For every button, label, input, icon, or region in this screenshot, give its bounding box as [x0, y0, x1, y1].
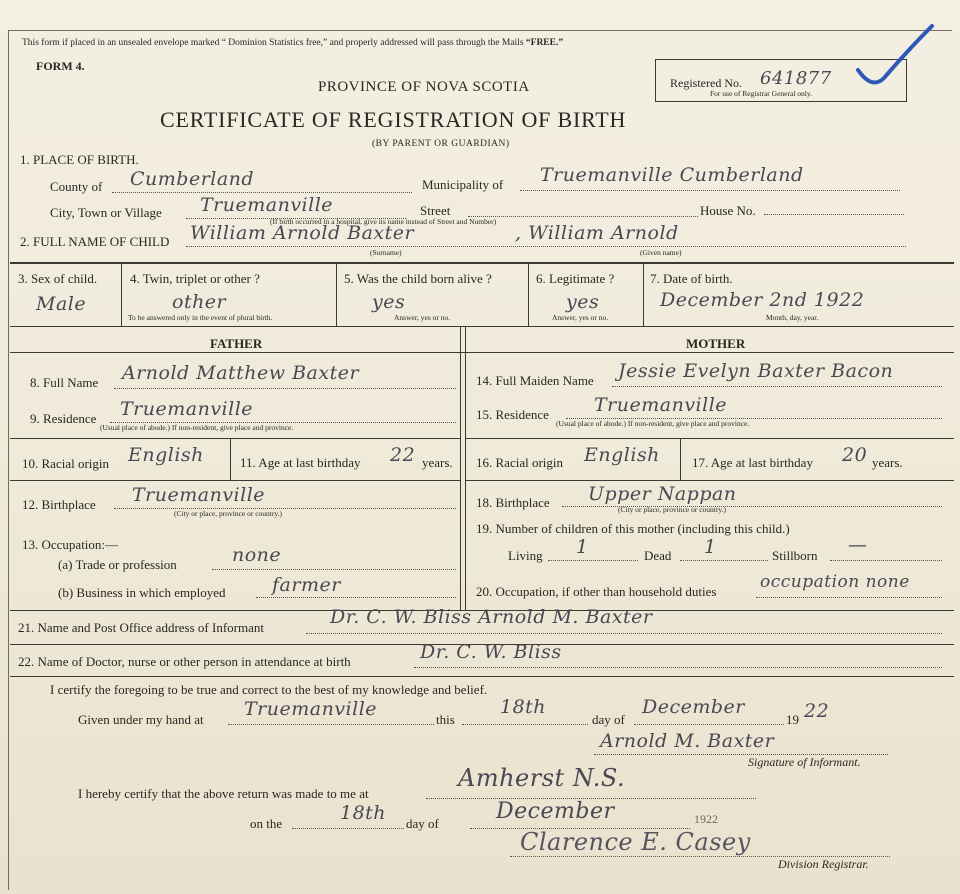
day-value: 18th [500, 696, 547, 718]
dead-line [680, 560, 768, 561]
father-occupation-label: 13. Occupation:— [22, 537, 119, 552]
reg-month-value: December [496, 799, 615, 824]
month-line [634, 724, 784, 725]
doctor-label: 22. Name of Doctor, nurse or other person in attendance at birth [18, 654, 351, 669]
father-birthplace-value: Truemanville [132, 484, 266, 506]
father-birthplace-line [114, 508, 456, 509]
form-number: FORM 4. [36, 59, 85, 73]
mother-racial-label: 16. Racial origin [476, 455, 564, 470]
municipality-label: Municipality of [422, 177, 504, 192]
mother-residence-value: Truemanville [594, 394, 728, 416]
legit-value: yes [566, 291, 600, 313]
mother-years-label: years. [872, 455, 903, 470]
father-residence-value: Truemanville [120, 398, 254, 420]
father-age-divider [230, 438, 231, 480]
day-of-label: day of [592, 712, 625, 727]
mother-occupation-value: occupation none [760, 572, 910, 592]
county-label: County of [50, 179, 103, 194]
reg-day-of-label: day of [406, 816, 439, 831]
legit-label: 6. Legitimate ? [536, 271, 615, 286]
father-trade-label: (a) Trade or profession [58, 557, 177, 572]
municipality-value: Truemanville Cumberland [540, 164, 804, 186]
twin-label: 4. Twin, triplet or other ? [130, 271, 260, 286]
signature-caption: Signature of Informant. [748, 755, 861, 769]
certificate-subtitle: (BY PARENT OR GUARDIAN) [372, 139, 510, 149]
informant-value: Dr. C. W. Bliss Arnold M. Baxter [330, 606, 653, 628]
day-line [462, 724, 588, 725]
this-label: this [436, 712, 455, 727]
father-business-value: farmer [272, 574, 341, 596]
doctor-value: Dr. C. W. Bliss [420, 641, 562, 663]
mother-age-label: 17. Age at last birthday [692, 455, 813, 470]
dead-label: Dead [644, 548, 672, 563]
father-years-label: years. [422, 455, 453, 470]
city-value: Truemanville [200, 194, 334, 216]
registered-label: Registered No. [670, 76, 742, 90]
living-label: Living [508, 548, 543, 563]
child-name-line [186, 246, 906, 247]
father-row-rule-1 [10, 438, 460, 439]
row3-top-rule [10, 262, 954, 264]
father-racial-value: English [128, 444, 204, 466]
informant-label: 21. Name and Post Office address of Informant [18, 620, 264, 635]
top-rule [8, 30, 952, 31]
mother-age-divider [680, 438, 681, 480]
doctor-line [414, 667, 942, 668]
parents-center-divider [460, 326, 461, 610]
mother-occupation-line [756, 597, 942, 598]
county-line [112, 192, 412, 193]
mother-racial-value: English [584, 444, 660, 466]
father-age-label: 11. Age at last birthday [240, 455, 361, 470]
father-trade-line [212, 569, 456, 570]
mail-notice: This form if placed in an unsealed envelope marked “ Dominion Statistics free,” and properly addressed will pass through the Mails “FREE.” [22, 38, 564, 48]
year-value: 22 [804, 700, 830, 722]
father-name-line [114, 388, 456, 389]
registrar-statement: I hereby certify that the above return was made to me at [78, 786, 369, 801]
parents-center-divider-2 [465, 326, 466, 610]
alive-value: yes [372, 291, 406, 313]
certify-statement: I certify the foregoing to be true and correct to the best of my knowledge and belief. [50, 682, 488, 697]
mother-birthplace-value: Upper Nappan [588, 483, 737, 505]
date-note: Month, day, year. [766, 313, 819, 322]
certificate-title: CERTIFICATE OF REGISTRATION OF BIRTH [160, 107, 627, 132]
registrar-note: For use of Registrar General only. [710, 89, 812, 98]
mother-children-label: 19. Number of children of this mother (including this child.) [476, 521, 790, 536]
municipality-line [520, 190, 900, 191]
sex-value: Male [36, 293, 87, 315]
stillborn-line [830, 560, 942, 561]
street-line [468, 216, 698, 217]
mother-row-rule-1 [465, 438, 954, 439]
father-row-rule-2 [10, 480, 460, 481]
mother-occupation-label: 20. Occupation, if other than household duties [476, 584, 717, 599]
child-name-label: 2. FULL NAME OF CHILD [20, 234, 170, 249]
father-birthplace-note: (City or place, province or country.) [174, 509, 283, 518]
living-line [548, 560, 638, 561]
mother-age-value: 20 [842, 444, 868, 466]
sex-label: 3. Sex of child. [18, 271, 98, 286]
city-label: City, Town or Village [50, 205, 162, 220]
house-label: House No. [700, 203, 756, 218]
county-value: Cumberland [130, 168, 255, 190]
informant-line [306, 633, 942, 634]
given-place-line [228, 724, 434, 725]
twin-note: To be answered only in the event of plural birth. [128, 313, 273, 322]
row3-divider-3 [528, 262, 529, 326]
mother-row-rule-2 [465, 480, 954, 481]
row3-divider-4 [643, 262, 644, 326]
stillborn-label: Stillborn [772, 548, 818, 563]
father-residence-label: 9. Residence [30, 411, 97, 426]
hospital-note: (If birth occurred in a hospital, give its name instead of Street and Number) [270, 217, 497, 226]
row3-divider-1 [121, 262, 122, 326]
row3-divider-2 [336, 262, 337, 326]
mother-name-label: 14. Full Maiden Name [476, 373, 594, 388]
date-value: December 2nd 1922 [660, 289, 865, 311]
father-heading: FATHER [210, 336, 263, 351]
given-caption: (Given name) [640, 248, 682, 257]
registrar-signature: Clarence E. Casey [520, 828, 751, 856]
father-birthplace-label: 12. Birthplace [22, 497, 96, 512]
alive-note: Answer, yes or no. [394, 313, 451, 322]
registrar-place-value: Amherst N.S. [458, 764, 626, 792]
dead-value: 1 [704, 536, 717, 558]
mother-heading: MOTHER [686, 336, 746, 351]
checkmark-icon [850, 22, 940, 92]
father-name-label: 8. Full Name [30, 375, 99, 390]
month-value: December [642, 696, 745, 718]
year-prefix: 19 [786, 712, 799, 727]
province-heading: PROVINCE OF NOVA SCOTIA [318, 79, 530, 95]
mother-residence-note: (Usual place of abode.) If non-resident, give place and province. [556, 419, 750, 428]
registered-number: 641877 [760, 68, 832, 89]
place-of-birth-heading: 1. PLACE OF BIRTH. [20, 152, 139, 167]
reg-day-value: 18th [340, 802, 387, 824]
certification-top-rule [10, 676, 954, 677]
father-business-line [256, 597, 456, 598]
parents-heading-rule [10, 352, 954, 353]
mother-birthplace-note: (City or place, province or country.) [618, 505, 727, 514]
twin-value: other [172, 291, 227, 313]
registrar-caption: Division Registrar. [778, 857, 869, 871]
stillborn-value: — [848, 534, 868, 556]
house-line [764, 214, 904, 215]
on-the-label: on the [250, 816, 283, 831]
father-name-value: Arnold Matthew Baxter [122, 362, 360, 384]
left-border [8, 30, 9, 890]
row3-bottom-rule [10, 326, 954, 327]
given-label: Given under my hand at [78, 712, 204, 727]
father-trade-value: none [232, 544, 282, 566]
father-age-value: 22 [390, 444, 416, 466]
father-residence-note: (Usual place of abode.) If non-resident, give place and province. [100, 423, 294, 432]
mother-residence-label: 15. Residence [476, 407, 549, 422]
child-given-value: , William Arnold [515, 222, 679, 244]
father-racial-label: 10. Racial origin [22, 456, 110, 471]
child-surname-value: William Arnold Baxter [190, 222, 415, 244]
mother-name-line [612, 386, 942, 387]
informant-signature: Arnold M. Baxter [600, 730, 775, 752]
father-business-label: (b) Business in which employed [58, 585, 226, 600]
surname-caption: (Surname) [370, 248, 402, 257]
given-place-value: Truemanville [244, 698, 378, 720]
mother-birthplace-label: 18. Birthplace [476, 495, 550, 510]
street-label: Street [420, 203, 451, 218]
mother-name-value: Jessie Evelyn Baxter Bacon [618, 360, 894, 382]
legit-note: Answer, yes or no. [552, 313, 609, 322]
reg-year: 1922 [694, 812, 718, 826]
alive-label: 5. Was the child born alive ? [344, 271, 492, 286]
date-label: 7. Date of birth. [650, 271, 733, 286]
living-value: 1 [576, 536, 589, 558]
reg-day-line [292, 828, 404, 829]
